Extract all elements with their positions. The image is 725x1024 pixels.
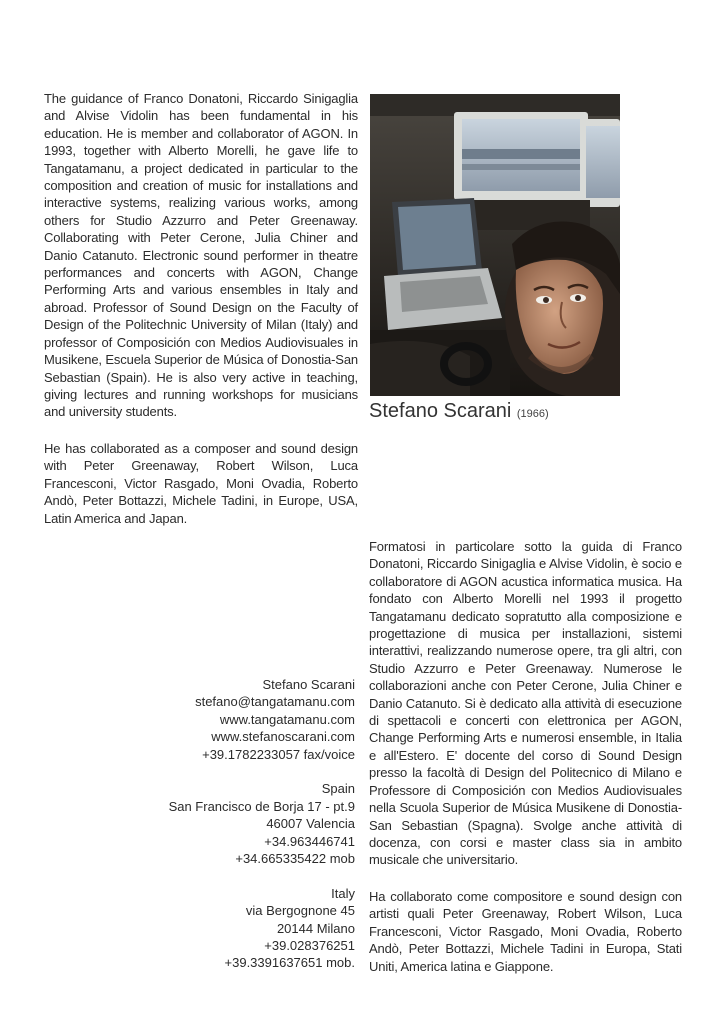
- contact-name: Stefano Scarani: [262, 677, 355, 692]
- photo-caption: [369, 400, 549, 423]
- contact-fax-voice: +39.1782233057 fax/voice: [202, 746, 355, 762]
- spain-street: San Francisco de Borja 17 - pt.9: [168, 798, 355, 814]
- english-biography: [44, 90, 358, 421]
- contact-email[interactable]: stefano@tangatamanu.com: [195, 694, 355, 710]
- contact-website-personal[interactable]: www.stefanoscarani.com: [211, 729, 355, 745]
- portrait-illustration: [370, 94, 620, 396]
- italy-country: Italy: [331, 885, 355, 901]
- english-bio-paragraph: The guidance of Franco Donatoni, Riccardo Sinigaglia and Alvise Vidolin has been fundamental in his education. He is member and collaborator of AGON. In 1993, together with Alberto Morelli, he gave life to Tangatamanu, a project dedicated in particular to the composition and creation of music for installations and interactive systems, realizing various works, among others for Studio Azzurro and Peter Greenaway. Collaborating with Peter Cerone, Julia Chiner and Danio Catanuto. Electronic sound performer in theatre performances and concerts with AGON, Change Performing Arts and various ensembles in Italy and abroad. Professor of Sound Design on the Faculty of Design of the Politechnic University of Milan (Italy) and professor of Composición con Medios Audiovisuales in Musikene, Escuela Superior de Música of Donostia-San Sebastian (Spain). He is also very active in teaching, giving lectures and running workshops for musicians and university students.: [44, 91, 358, 420]
- contact-main: [169, 676, 355, 763]
- english-collaborations-paragraph: He has collaborated as a composer and sound design with Peter Greenaway, Robert Wilson, Luca Francesconi, Victor Rasgado, Moni Ovadia, Roberto Andò, Peter Bottazzi, Michele Tadini, in Europe, USA, Latin America and Japan.: [44, 441, 358, 526]
- contact-italy: [169, 885, 355, 972]
- italy-street: via Bergognone 45: [245, 903, 355, 919]
- caption-year: (1966): [516, 408, 549, 420]
- portrait-photo: [370, 94, 620, 396]
- caption-name: Stefano Scarani: [369, 400, 512, 422]
- english-collaborations: [44, 440, 358, 527]
- italian-biography: [369, 538, 682, 869]
- spain-country: Spain: [321, 781, 355, 797]
- italy-city: 20144 Milano: [276, 920, 355, 936]
- spain-mobile: +34.665335422 mob: [235, 851, 355, 867]
- italy-mobile: +39.3391637651 mob.: [224, 955, 355, 971]
- spain-phone: +34.963446741: [264, 833, 355, 849]
- italian-collaborations-paragraph: Ha collaborato come compositore e sound design con artisti quali Peter Greenaway, Robert Wilson, Luca Francesconi, Victor Rasgado, Moni Ovadia, Roberto Andò, Peter Bottazzi, Michele Tadini in Europa, Stati Uniti, America latina e Giappone.: [369, 889, 682, 974]
- italy-phone: +39.028376251: [264, 938, 355, 954]
- italian-collaborations: [369, 888, 682, 975]
- contact-website-tangatamanu[interactable]: www.tangatamanu.com: [219, 711, 355, 727]
- contact-spain: [169, 780, 355, 867]
- contact-block: [169, 676, 355, 989]
- italian-bio-paragraph: Formatosi in particolare sotto la guida di Franco Donatoni, Riccardo Sinigaglia e Alvise Vidolin, è socio e collaboratore di AGON acustica informatica musica. Ha fondato con Alberto Morelli nel 1993 il progetto Tangatamanu dedicato sopratutto alla composizione e progettazione di musica per installazioni, sistemi interattivi, realizzando numerose opere, tra gli altri, con Studio Azzurro e Peter Greenaway. Numerose le collaborazioni anche con Peter Cerone, Julia Chiner e Danio Catanuto. Si è dedicato alla attività di esecuzione di spettacoli e concerti con elettronica per AGON, Change Performing Arts e numerosi ensemble, in Italia e all'Estero. E' docente del corso di Sound Design presso la facoltà di Design del Politecnico di Milano e Professore di Composición con Medios Audiovisuales nella Scuola Superior de Música Musikene di Donostia-San Sebastian (Spagna). Svolge anche attività di docenza, con corsi e master class sia in ambito musicale che universitario.: [369, 539, 682, 868]
- spain-city: 46007 Valencia: [266, 816, 355, 832]
